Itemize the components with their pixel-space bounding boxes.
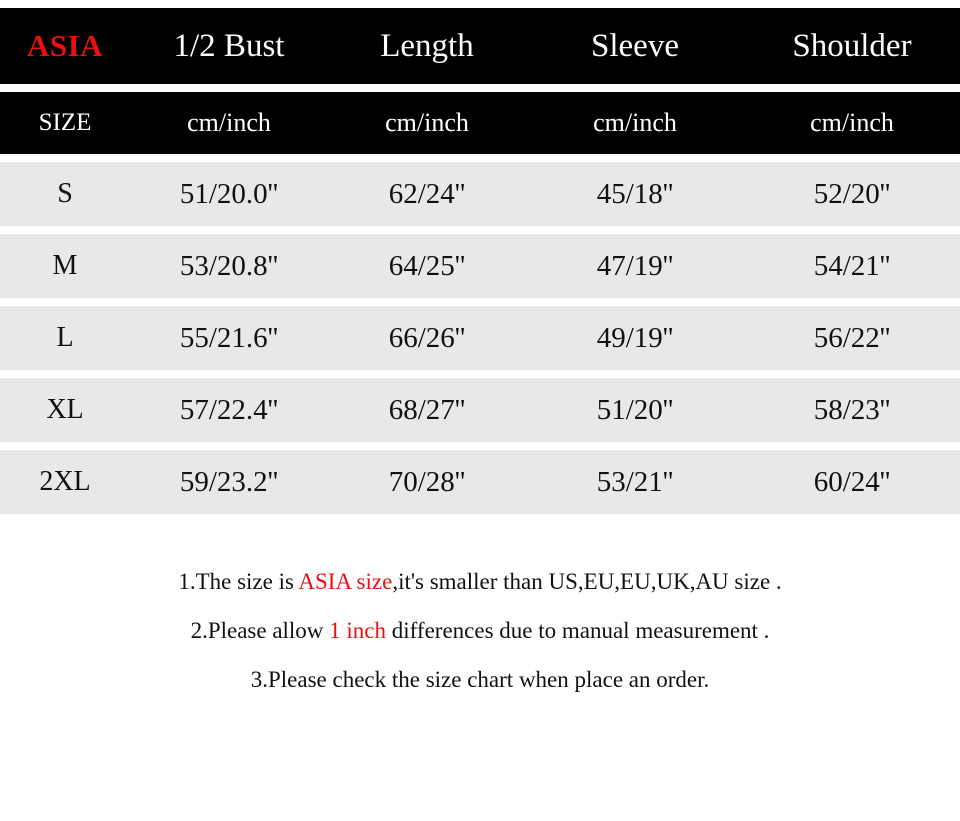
cell-size: L <box>0 306 130 370</box>
note-line-3: 3.Please check the size chart when place an order. <box>250 667 710 692</box>
note-2-text-a: 2.Please allow <box>190 618 330 643</box>
cell-bust: 59/23.2'' <box>130 450 328 514</box>
cell-size: XL <box>0 378 130 442</box>
note-1-highlight: ASIA size <box>298 569 393 594</box>
cell-shoulder: 60/24'' <box>744 450 960 514</box>
header-bust-label: 1/2 Bust <box>130 8 328 84</box>
cell-shoulder: 54/21'' <box>744 234 960 298</box>
cell-sleeve: 53/21'' <box>526 450 744 514</box>
header-size-word: SIZE <box>0 92 130 154</box>
cell-bust: 53/20.8'' <box>130 234 328 298</box>
cell-bust: 51/20.0'' <box>130 162 328 226</box>
header-shoulder-unit: cm/inch <box>744 92 960 154</box>
cell-length: 62/24'' <box>328 162 526 226</box>
table-header-titles-row <box>0 8 960 84</box>
table-row <box>0 306 960 370</box>
notes-block <box>0 570 960 691</box>
cell-shoulder: 56/22'' <box>744 306 960 370</box>
note-2-text-b: differences due to manual measurement . <box>386 618 770 643</box>
cell-size: S <box>0 162 130 226</box>
header-sleeve-label: Sleeve <box>526 8 744 84</box>
cell-sleeve: 51/20'' <box>526 378 744 442</box>
header-sleeve-unit: cm/inch <box>526 92 744 154</box>
cell-sleeve: 47/19'' <box>526 234 744 298</box>
cell-sleeve: 45/18'' <box>526 162 744 226</box>
cell-bust: 57/22.4'' <box>130 378 328 442</box>
table-row <box>0 378 960 442</box>
cell-sleeve: 49/19'' <box>526 306 744 370</box>
cell-shoulder: 58/23'' <box>744 378 960 442</box>
cell-length: 66/26'' <box>328 306 526 370</box>
cell-size: 2XL <box>0 450 130 514</box>
note-line-2 <box>0 619 960 642</box>
note-2-highlight: 1 inch <box>329 618 387 643</box>
header-length-unit: cm/inch <box>328 92 526 154</box>
header-length-label: Length <box>328 8 526 84</box>
note-1-text-a: 1.The size is <box>178 569 299 594</box>
cell-length: 70/28'' <box>328 450 526 514</box>
cell-length: 64/25'' <box>328 234 526 298</box>
header-bust-unit: cm/inch <box>130 92 328 154</box>
table-header-units-row <box>0 92 960 154</box>
cell-size: M <box>0 234 130 298</box>
table-row <box>0 234 960 298</box>
table-row <box>0 450 960 514</box>
header-shoulder-label: Shoulder <box>744 8 960 84</box>
note-1-text-b: ,it's smaller than US,EU,EU,UK,AU size . <box>392 569 782 594</box>
cell-shoulder: 52/20'' <box>744 162 960 226</box>
cell-length: 68/27'' <box>328 378 526 442</box>
note-line-1 <box>0 570 960 593</box>
table-row <box>0 162 960 226</box>
header-asia-label: ASIA <box>0 8 130 84</box>
cell-bust: 55/21.6'' <box>130 306 328 370</box>
